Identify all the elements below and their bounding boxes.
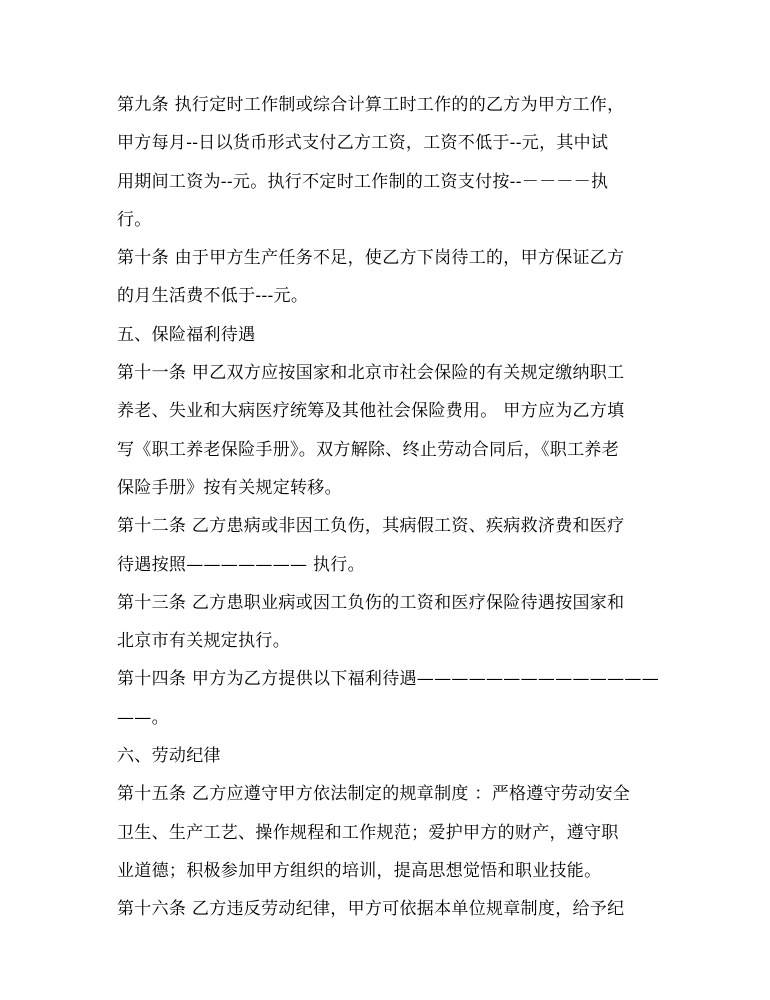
text-line: 的月生活费不低于---元。 bbox=[117, 286, 309, 307]
text-line: 写《职工养老保险手册》。双方解除、终止劳动合同后，《职工养老 bbox=[117, 439, 619, 460]
text-line: 业道德；积极参加甲方组织的培训，提高思想觉悟和职业技能。 bbox=[117, 860, 602, 881]
text-line: 保险手册》按有关规定转移。 bbox=[117, 477, 342, 498]
text-line: 第十一条 甲乙双方应按国家和北京市社会保险的有关规定缴纳职工 bbox=[117, 363, 625, 384]
text-line: 行。 bbox=[117, 209, 152, 230]
text-line: 第十二条 乙方患病或非因工负伤，其病假工资、疾病救济费和医疗 bbox=[117, 516, 625, 537]
text-line: 北京市有关规定执行。 bbox=[117, 631, 290, 652]
text-line: ——。 bbox=[117, 707, 169, 728]
text-line: 用期间工资为--元。执行不定时工作制的工资支付按--－－－－执 bbox=[117, 171, 609, 192]
text-line: 卫生、生产工艺、操作规程和工作规范；爱护甲方的财产，遵守职 bbox=[117, 822, 619, 843]
text-line: 第十三条 乙方患职业病或因工负伤的工资和医疗保险待遇按国家和 bbox=[117, 592, 625, 613]
text-line: 第九条 执行定时工作制或综合计算工时工作的的乙方为甲方工作， bbox=[117, 95, 625, 115]
text-line: 第十条 由于甲方生产任务不足，使乙方下岗待工的，甲方保证乙方 bbox=[117, 248, 625, 269]
document-body bbox=[117, 86, 660, 929]
text-line: 养老、失业和大病医疗统筹及其他社会保险费用。 甲方应为乙方填 bbox=[117, 401, 625, 422]
section-heading: 五、保险福利待遇 bbox=[117, 324, 256, 345]
text-line: 甲方每月--日以货币形式支付乙方工资，工资不低于--元，其中试 bbox=[117, 133, 609, 154]
text-line: 待遇按照——————— 执行。 bbox=[117, 554, 365, 575]
text-line: 第十四条 甲方为乙方提供以下福利待遇—————————————— bbox=[117, 669, 660, 690]
text-line: 第十五条 乙方应遵守甲方依法制定的规章制度 ：严格遵守劳动安全 bbox=[117, 784, 631, 805]
text-line: 第十六条 乙方违反劳动纪律，甲方可依据本单位规章制度，给予纪 bbox=[117, 899, 625, 920]
section-heading: 六、劳动纪律 bbox=[117, 746, 221, 767]
